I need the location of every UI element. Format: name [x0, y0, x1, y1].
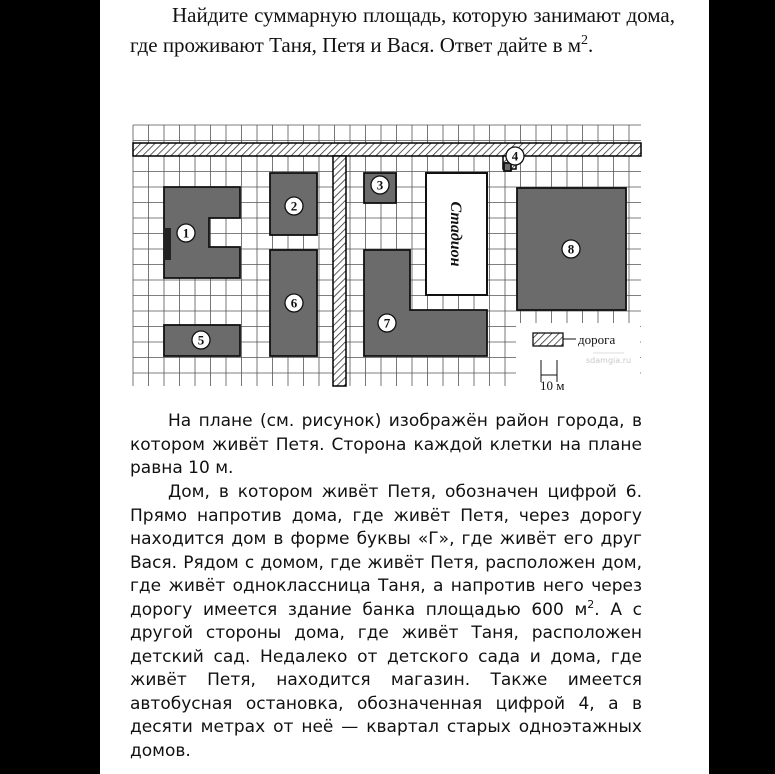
- task-question-end: .: [588, 33, 594, 57]
- svg-text:7: 7: [383, 315, 391, 331]
- label-6: [285, 294, 303, 312]
- svg-text:8: 8: [567, 241, 575, 257]
- watermark: sdamgia.ru: [586, 356, 632, 365]
- label-4: [506, 147, 524, 165]
- legend-road-label: дорога: [578, 332, 616, 347]
- road-vertical: [333, 156, 346, 386]
- district-plan: [100, 120, 709, 395]
- label-3: [371, 176, 389, 194]
- paragraph-story: Дом, в котором живёт Петя, обозначен цифрой 6. Прямо напротив дома, где живёт Петя, через дорогу находится дом в форме буквы «Г», где живёт его друг Вася. Рядом с домом, где живёт Петя, расположен дом, где живёт одноклассница Таня, а напротив него через дорогу имеется здание банка площадью 600 $м^2$. А с другой стороны дома, где живёт Таня, расположен детский сад. Недалеко от детского сада и дома, где живёт Петя, находится магазин. Также имеется автобусная остановка, обозначенная цифрой 4, а в десяти метрах от неё — квартал старых одноэтажных домов.: [130, 482, 643, 761]
- building-1: [164, 187, 240, 278]
- task-question: [130, 0, 675, 60]
- road-horizontal: [133, 143, 641, 156]
- legend-road-swatch: [533, 333, 563, 346]
- document-page: [100, 0, 709, 774]
- svg-text:4: 4: [511, 148, 519, 164]
- label-7: [378, 314, 396, 332]
- task-question-text: Найдите суммарную площадь, которую занимают дома, где проживают Таня, Петя и Вася. Ответ дайте в м: [130, 3, 675, 57]
- bank-area-superscript: 2: [587, 597, 595, 611]
- label-1: [177, 224, 195, 242]
- building-1-dark-edge: [164, 228, 171, 260]
- label-5: [192, 331, 210, 349]
- svg-text:3: 3: [376, 177, 384, 193]
- svg-text:1: 1: [182, 225, 190, 241]
- label-8: [562, 240, 580, 258]
- svg-text:5: 5: [197, 332, 205, 348]
- stadium-label: Стадион: [447, 201, 464, 267]
- scale-label: 10 м: [540, 378, 565, 393]
- label-2: [285, 197, 303, 215]
- plan-legend: [516, 323, 640, 395]
- svg-text:6: 6: [290, 295, 298, 311]
- paragraph-plan-description: На плане (см. рисунок) изображён район города, в котором живёт Петя. Сторона каждой клетки на плане равна 10 м.: [130, 411, 642, 478]
- svg-text:2: 2: [290, 198, 298, 214]
- unit-superscript: 2: [581, 33, 589, 48]
